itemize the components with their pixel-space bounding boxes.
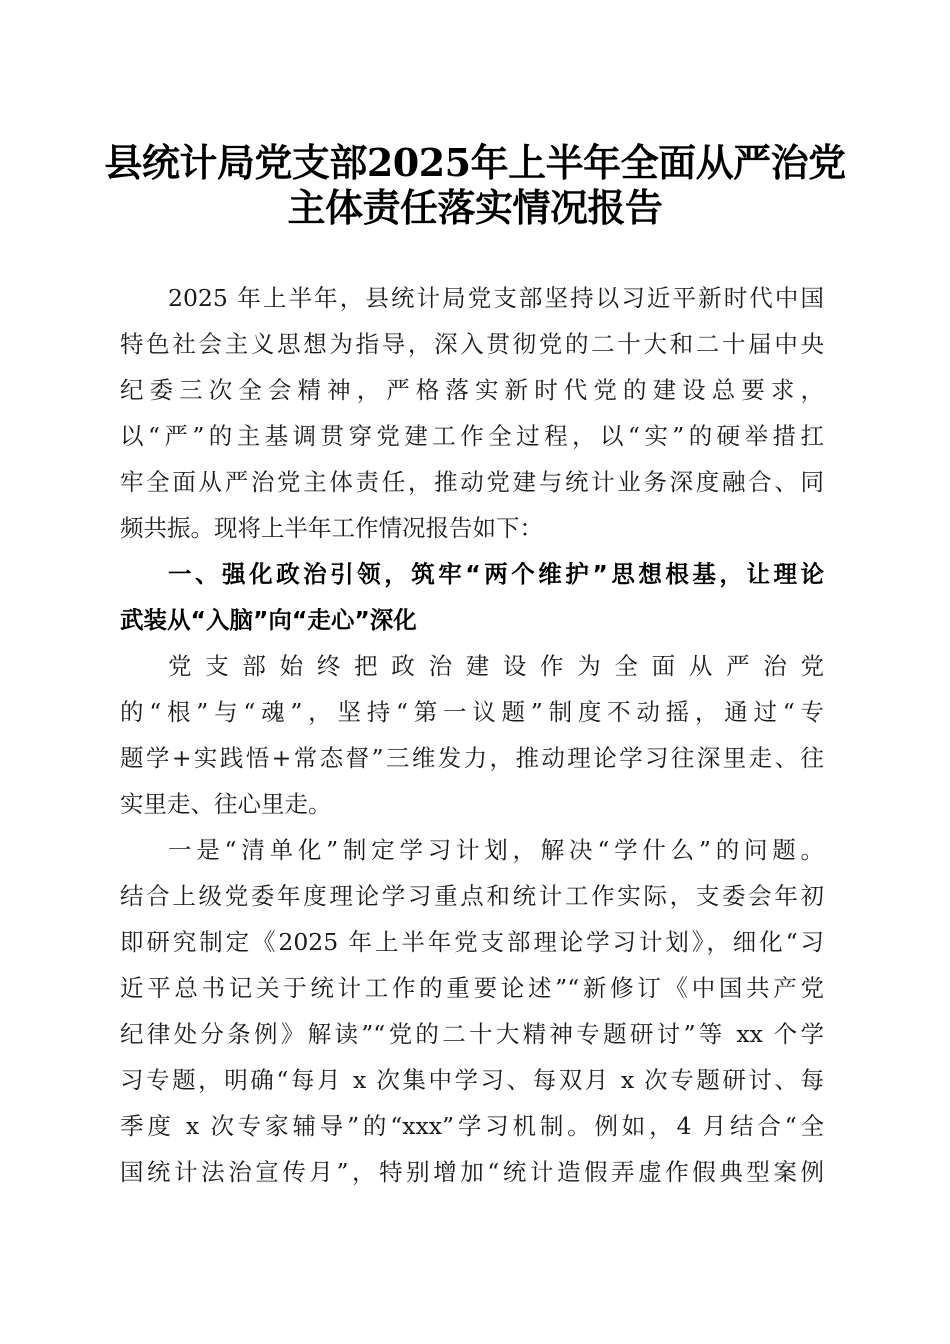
body-line: 的“根”与“魂”，坚持“第一议题”制度不动摇，通过“专 (120, 698, 824, 726)
document-title-line-1: 县统计局党支部2025年上半年全面从严治党 (104, 140, 846, 185)
body-line: 结合上级党委年度理论学习重点和统计工作实际，支委会年初 (120, 882, 824, 910)
body-line: 一是“清单化”制定学习计划，解决“学什么”的问题。 (168, 836, 824, 864)
body-line: 实里走、往心里走。 (120, 790, 332, 818)
body-line: 纪委三次全会精神，严格落实新时代党的建设总要求， (120, 376, 824, 404)
document-title-line-2: 主体责任落实情况报告 (287, 185, 663, 230)
body-line: 即研究制定《2025 年上半年党支部理论学习计划》，细化“习 (120, 928, 824, 956)
body-line: 2025 年上半年，县统计局党支部坚持以习近平新时代中国 (168, 284, 824, 312)
body-line: 党支部始终把政治建设作为全面从严治党 (168, 652, 824, 680)
body-line: 习专题，明确“每月 x 次集中学习、每双月 x 次专题研讨、每 (120, 1066, 824, 1094)
section-heading-line: 武装从“入脑”向“走心”深化 (120, 606, 417, 634)
body-line: 题学+实践悟+常态督”三维发力，推动理论学习往深里走、往 (120, 744, 824, 772)
body-line: 频共振。现将上半年工作情况报告如下： (120, 514, 543, 542)
section-heading-line: 一、强化政治引领，筑牢“两个维护”思想根基，让理论 (168, 560, 824, 588)
body-line: 季度 x 次专家辅导”的“xxx”学习机制。例如，4 月结合“全 (120, 1112, 824, 1140)
body-line: 以“严”的主基调贯穿党建工作全过程，以“实”的硬举措扛 (120, 422, 824, 450)
body-line: 纪律处分条例》解读”“党的二十大精神专题研讨”等 xx 个学 (120, 1020, 824, 1048)
body-line: 近平总书记关于统计工作的重要论述”“新修订《中国共产党 (120, 974, 824, 1002)
body-line: 牢全面从严治党主体责任，推动党建与统计业务深度融合、同 (120, 468, 824, 496)
body-line: 国统计法治宣传月”，特别增加“统计造假弄虚作假典型案例 (120, 1158, 824, 1186)
body-line: 特色社会主义思想为指导，深入贯彻党的二十大和二十届中央 (120, 330, 824, 358)
